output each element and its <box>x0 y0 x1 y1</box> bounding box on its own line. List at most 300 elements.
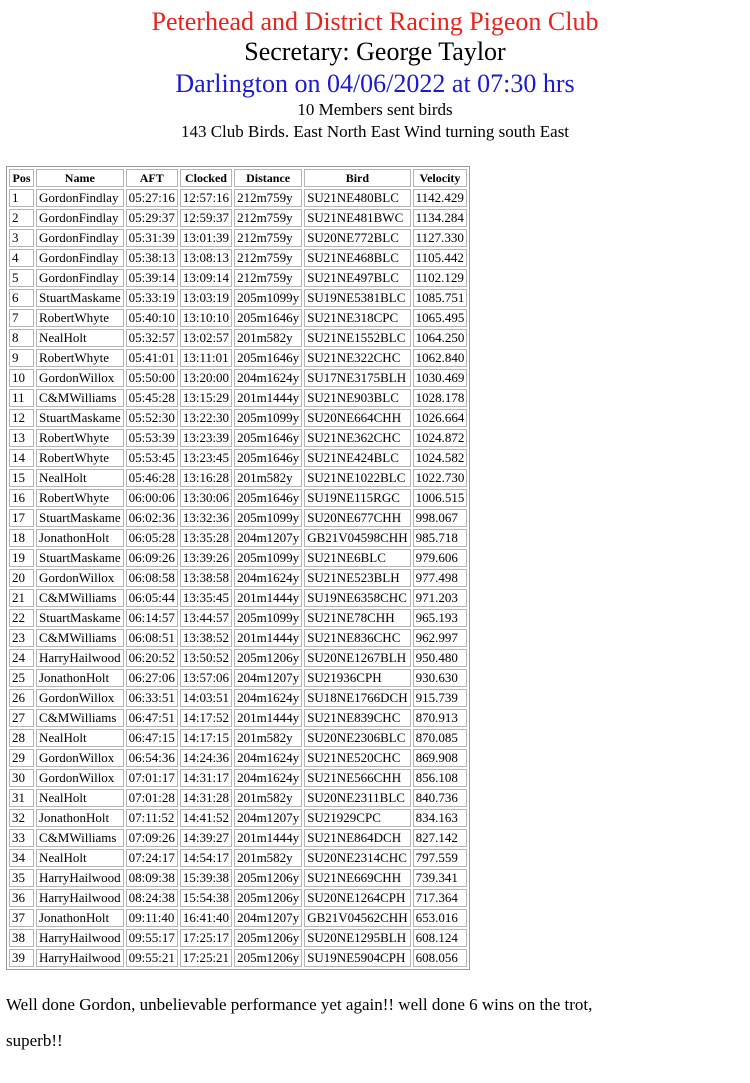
distance-cell: 212m759y <box>234 209 302 227</box>
pos-cell: 1 <box>9 189 34 207</box>
pos-cell: 20 <box>9 569 34 587</box>
table-row <box>9 409 467 427</box>
aft-cell: 05:32:57 <box>126 329 178 347</box>
table-row <box>9 489 467 507</box>
aft-cell: 07:11:52 <box>126 809 178 827</box>
pos-cell: 33 <box>9 829 34 847</box>
distance-cell: 205m1646y <box>234 349 302 367</box>
distance-cell: 201m1444y <box>234 709 302 727</box>
table-row <box>9 429 467 447</box>
table-row <box>9 349 467 367</box>
pos-cell: 17 <box>9 509 34 527</box>
aft-cell: 05:53:39 <box>126 429 178 447</box>
pos-cell: 31 <box>9 789 34 807</box>
clocked-cell: 13:02:57 <box>180 329 232 347</box>
distance-cell: 201m1444y <box>234 829 302 847</box>
bird-cell: SU21NE318CPC <box>304 309 410 327</box>
name-cell: GordonWillox <box>36 689 124 707</box>
pos-cell: 34 <box>9 849 34 867</box>
table-row <box>9 289 467 307</box>
aft-cell: 06:33:51 <box>126 689 178 707</box>
club-title: Peterhead and District Racing Pigeon Club <box>151 7 599 36</box>
pos-cell: 23 <box>9 629 34 647</box>
distance-cell: 212m759y <box>234 249 302 267</box>
distance-cell: 205m1646y <box>234 449 302 467</box>
clocked-cell: 14:31:17 <box>180 769 232 787</box>
aft-cell: 09:55:17 <box>126 929 178 947</box>
bird-cell: SU21NE481BWC <box>304 209 410 227</box>
bird-cell: SU21NE523BLH <box>304 569 410 587</box>
distance-cell: 205m1206y <box>234 869 302 887</box>
velocity-cell: 962.997 <box>413 629 468 647</box>
clocked-cell: 14:17:15 <box>180 729 232 747</box>
bird-cell: SU21NE520CHC <box>304 749 410 767</box>
bird-cell: SU20NE2311BLC <box>304 789 410 807</box>
aft-cell: 06:05:28 <box>126 529 178 547</box>
pos-cell: 35 <box>9 869 34 887</box>
pos-cell: 26 <box>9 689 34 707</box>
bird-cell: GB21V04562CHH <box>304 909 410 927</box>
name-cell: StuartMaskame <box>36 289 124 307</box>
name-cell: JonathonHolt <box>36 669 124 687</box>
bird-cell: SU19NE5904CPH <box>304 949 410 967</box>
table-row <box>9 769 467 787</box>
aft-cell: 06:20:52 <box>126 649 178 667</box>
clocked-cell: 13:01:39 <box>180 229 232 247</box>
distance-cell: 204m1624y <box>234 369 302 387</box>
bird-cell: SU21936CPH <box>304 669 410 687</box>
aft-cell: 05:53:45 <box>126 449 178 467</box>
distance-cell: 204m1624y <box>234 569 302 587</box>
table-row <box>9 789 467 807</box>
velocity-cell: 717.364 <box>413 889 468 907</box>
pos-cell: 13 <box>9 429 34 447</box>
clocked-cell: 12:59:37 <box>180 209 232 227</box>
pos-cell: 10 <box>9 369 34 387</box>
aft-cell: 05:33:19 <box>126 289 178 307</box>
distance-cell: 201m582y <box>234 329 302 347</box>
distance-cell: 201m582y <box>234 469 302 487</box>
name-cell: NealHolt <box>36 849 124 867</box>
aft-cell: 05:38:13 <box>126 249 178 267</box>
report-header <box>0 8 750 142</box>
aft-cell: 05:27:16 <box>126 189 178 207</box>
table-row <box>9 369 467 387</box>
distance-cell: 212m759y <box>234 269 302 287</box>
aft-cell: 05:31:39 <box>126 229 178 247</box>
velocity-cell: 869.908 <box>413 749 468 767</box>
aft-cell: 07:01:17 <box>126 769 178 787</box>
velocity-cell: 608.056 <box>413 949 468 967</box>
pos-cell: 27 <box>9 709 34 727</box>
clocked-cell: 13:11:01 <box>180 349 232 367</box>
velocity-cell: 1024.582 <box>413 449 468 467</box>
bird-cell: SU21NE669CHH <box>304 869 410 887</box>
bird-cell: SU21NE864DCH <box>304 829 410 847</box>
distance-cell: 205m1646y <box>234 489 302 507</box>
aft-cell: 06:08:51 <box>126 629 178 647</box>
clocked-cell: 14:17:52 <box>180 709 232 727</box>
secretary-line: Secretary: George Taylor <box>244 37 506 66</box>
table-row <box>9 549 467 567</box>
pos-cell: 4 <box>9 249 34 267</box>
pos-cell: 22 <box>9 609 34 627</box>
bird-cell: SU20NE1295BLH <box>304 929 410 947</box>
aft-cell: 05:45:28 <box>126 389 178 407</box>
distance-cell: 204m1207y <box>234 529 302 547</box>
clocked-cell: 13:22:30 <box>180 409 232 427</box>
pos-cell: 28 <box>9 729 34 747</box>
bird-cell: SU21NE362CHC <box>304 429 410 447</box>
birds-line: 143 Club Birds. East North East Wind turning south East <box>180 122 570 141</box>
distance-cell: 205m1099y <box>234 409 302 427</box>
clocked-cell: 15:54:38 <box>180 889 232 907</box>
pos-cell: 19 <box>9 549 34 567</box>
velocity-cell: 998.067 <box>413 509 468 527</box>
clocked-cell: 13:44:57 <box>180 609 232 627</box>
clocked-cell: 14:31:28 <box>180 789 232 807</box>
pos-cell: 11 <box>9 389 34 407</box>
velocity-cell: 971.203 <box>413 589 468 607</box>
velocity-cell: 979.606 <box>413 549 468 567</box>
velocity-cell: 1062.840 <box>413 349 468 367</box>
pos-cell: 32 <box>9 809 34 827</box>
table-row <box>9 449 467 467</box>
aft-cell: 06:27:06 <box>126 669 178 687</box>
aft-cell: 05:29:37 <box>126 209 178 227</box>
bird-cell: GB21V04598CHH <box>304 529 410 547</box>
velocity-cell: 1006.515 <box>413 489 468 507</box>
header-pos: Pos <box>9 169 34 187</box>
pos-cell: 5 <box>9 269 34 287</box>
clocked-cell: 14:03:51 <box>180 689 232 707</box>
clocked-cell: 13:32:36 <box>180 509 232 527</box>
velocity-cell: 1064.250 <box>413 329 468 347</box>
aft-cell: 05:50:00 <box>126 369 178 387</box>
velocity-cell: 870.913 <box>413 709 468 727</box>
table-row <box>9 669 467 687</box>
velocity-cell: 1102.129 <box>413 269 468 287</box>
bird-cell: SU20NE2306BLC <box>304 729 410 747</box>
table-row <box>9 749 467 767</box>
pos-cell: 39 <box>9 949 34 967</box>
clocked-cell: 17:25:21 <box>180 949 232 967</box>
name-cell: GordonWillox <box>36 749 124 767</box>
bird-cell: SU20NE772BLC <box>304 229 410 247</box>
velocity-cell: 1065.495 <box>413 309 468 327</box>
pos-cell: 30 <box>9 769 34 787</box>
clocked-cell: 13:35:45 <box>180 589 232 607</box>
bird-cell: SU20NE2314CHC <box>304 849 410 867</box>
bird-cell: SU21NE480BLC <box>304 189 410 207</box>
distance-cell: 205m1206y <box>234 889 302 907</box>
aft-cell: 06:47:51 <box>126 709 178 727</box>
table-row <box>9 589 467 607</box>
pos-cell: 3 <box>9 229 34 247</box>
velocity-cell: 1134.284 <box>413 209 468 227</box>
table-row <box>9 929 467 947</box>
clocked-cell: 13:50:52 <box>180 649 232 667</box>
results-table <box>6 166 470 970</box>
pos-cell: 9 <box>9 349 34 367</box>
velocity-cell: 1105.442 <box>413 249 468 267</box>
bird-cell: SU20NE664CHH <box>304 409 410 427</box>
aft-cell: 06:47:15 <box>126 729 178 747</box>
table-row <box>9 849 467 867</box>
pos-cell: 12 <box>9 409 34 427</box>
bird-cell: SU21929CPC <box>304 809 410 827</box>
name-cell: C&MWilliams <box>36 589 124 607</box>
table-row <box>9 949 467 967</box>
aft-cell: 05:39:14 <box>126 269 178 287</box>
velocity-cell: 797.559 <box>413 849 468 867</box>
distance-cell: 204m1624y <box>234 689 302 707</box>
clocked-cell: 13:57:06 <box>180 669 232 687</box>
table-row <box>9 909 467 927</box>
velocity-cell: 1026.664 <box>413 409 468 427</box>
distance-cell: 205m1206y <box>234 929 302 947</box>
bird-cell: SU21NE1022BLC <box>304 469 410 487</box>
bird-cell: SU17NE3175BLH <box>304 369 410 387</box>
footer-comment: Well done Gordon, unbelievable performance yet again!! well done 6 wins on the trot, superb!! <box>6 995 593 1050</box>
aft-cell: 08:09:38 <box>126 869 178 887</box>
name-cell: HarryHailwood <box>36 649 124 667</box>
pos-cell: 38 <box>9 929 34 947</box>
bird-cell: SU21NE903BLC <box>304 389 410 407</box>
table-row <box>9 649 467 667</box>
name-cell: GordonWillox <box>36 769 124 787</box>
table-row <box>9 229 467 247</box>
clocked-cell: 14:39:27 <box>180 829 232 847</box>
velocity-cell: 827.142 <box>413 829 468 847</box>
distance-cell: 205m1646y <box>234 309 302 327</box>
velocity-cell: 1022.730 <box>413 469 468 487</box>
clocked-cell: 13:03:19 <box>180 289 232 307</box>
pos-cell: 18 <box>9 529 34 547</box>
distance-cell: 205m1099y <box>234 509 302 527</box>
table-row <box>9 889 467 907</box>
pos-cell: 15 <box>9 469 34 487</box>
pos-cell: 37 <box>9 909 34 927</box>
name-cell: StuartMaskame <box>36 609 124 627</box>
name-cell: JonathonHolt <box>36 529 124 547</box>
name-cell: HarryHailwood <box>36 889 124 907</box>
clocked-cell: 12:57:16 <box>180 189 232 207</box>
aft-cell: 07:24:17 <box>126 849 178 867</box>
aft-cell: 06:54:36 <box>126 749 178 767</box>
clocked-cell: 13:23:45 <box>180 449 232 467</box>
table-row <box>9 509 467 527</box>
aft-cell: 08:24:38 <box>126 889 178 907</box>
header-clocked: Clocked <box>180 169 232 187</box>
table-row <box>9 389 467 407</box>
bird-cell: SU21NE839CHC <box>304 709 410 727</box>
clocked-cell: 17:25:17 <box>180 929 232 947</box>
name-cell: C&MWilliams <box>36 629 124 647</box>
aft-cell: 06:00:06 <box>126 489 178 507</box>
table-row <box>9 329 467 347</box>
velocity-cell: 653.016 <box>413 909 468 927</box>
aft-cell: 09:55:21 <box>126 949 178 967</box>
aft-cell: 05:40:10 <box>126 309 178 327</box>
clocked-cell: 13:15:29 <box>180 389 232 407</box>
clocked-cell: 13:16:28 <box>180 469 232 487</box>
pos-cell: 36 <box>9 889 34 907</box>
table-row <box>9 869 467 887</box>
aft-cell: 06:02:36 <box>126 509 178 527</box>
distance-cell: 205m1099y <box>234 609 302 627</box>
aft-cell: 06:09:26 <box>126 549 178 567</box>
race-line: Darlington on 04/06/2022 at 07:30 hrs <box>175 69 575 98</box>
name-cell: NealHolt <box>36 469 124 487</box>
name-cell: NealHolt <box>36 329 124 347</box>
distance-cell: 212m759y <box>234 229 302 247</box>
pos-cell: 6 <box>9 289 34 307</box>
name-cell: StuartMaskame <box>36 409 124 427</box>
distance-cell: 204m1207y <box>234 669 302 687</box>
name-cell: C&MWilliams <box>36 829 124 847</box>
name-cell: StuartMaskame <box>36 509 124 527</box>
table-row <box>9 609 467 627</box>
name-cell: GordonFindlay <box>36 249 124 267</box>
pos-cell: 25 <box>9 669 34 687</box>
distance-cell: 205m1099y <box>234 549 302 567</box>
velocity-cell: 965.193 <box>413 609 468 627</box>
bird-cell: SU19NE5381BLC <box>304 289 410 307</box>
bird-cell: SU20NE1267BLH <box>304 649 410 667</box>
header-distance: Distance <box>234 169 302 187</box>
distance-cell: 212m759y <box>234 189 302 207</box>
clocked-cell: 13:38:58 <box>180 569 232 587</box>
name-cell: RobertWhyte <box>36 449 124 467</box>
header-aft: AFT <box>126 169 178 187</box>
table-row <box>9 189 467 207</box>
velocity-cell: 834.163 <box>413 809 468 827</box>
distance-cell: 205m1646y <box>234 429 302 447</box>
name-cell: RobertWhyte <box>36 429 124 447</box>
bird-cell: SU20NE1264CPH <box>304 889 410 907</box>
name-cell: StuartMaskame <box>36 549 124 567</box>
distance-cell: 205m1206y <box>234 649 302 667</box>
name-cell: HarryHailwood <box>36 929 124 947</box>
pos-cell: 7 <box>9 309 34 327</box>
results-body <box>9 189 467 967</box>
distance-cell: 201m1444y <box>234 389 302 407</box>
pos-cell: 16 <box>9 489 34 507</box>
velocity-cell: 950.480 <box>413 649 468 667</box>
distance-cell: 205m1206y <box>234 949 302 967</box>
name-cell: GordonFindlay <box>36 209 124 227</box>
clocked-cell: 13:39:26 <box>180 549 232 567</box>
distance-cell: 201m582y <box>234 849 302 867</box>
aft-cell: 07:01:28 <box>126 789 178 807</box>
table-row <box>9 829 467 847</box>
name-cell: RobertWhyte <box>36 349 124 367</box>
aft-cell: 06:14:57 <box>126 609 178 627</box>
bird-cell: SU21NE78CHH <box>304 609 410 627</box>
bird-cell: SU21NE497BLC <box>304 269 410 287</box>
table-row <box>9 529 467 547</box>
name-cell: GordonFindlay <box>36 189 124 207</box>
velocity-cell: 1085.751 <box>413 289 468 307</box>
aft-cell: 05:52:30 <box>126 409 178 427</box>
name-cell: NealHolt <box>36 729 124 747</box>
clocked-cell: 14:24:36 <box>180 749 232 767</box>
clocked-cell: 13:08:13 <box>180 249 232 267</box>
velocity-cell: 1028.178 <box>413 389 468 407</box>
bird-cell: SU21NE836CHC <box>304 629 410 647</box>
header-bird: Bird <box>304 169 410 187</box>
clocked-cell: 14:41:52 <box>180 809 232 827</box>
aft-cell: 06:08:58 <box>126 569 178 587</box>
clocked-cell: 13:09:14 <box>180 269 232 287</box>
aft-cell: 06:05:44 <box>126 589 178 607</box>
name-cell: HarryHailwood <box>36 869 124 887</box>
table-row <box>9 729 467 747</box>
velocity-cell: 856.108 <box>413 769 468 787</box>
name-cell: RobertWhyte <box>36 489 124 507</box>
bird-cell: SU21NE6BLC <box>304 549 410 567</box>
clocked-cell: 13:35:28 <box>180 529 232 547</box>
distance-cell: 201m582y <box>234 789 302 807</box>
name-cell: C&MWilliams <box>36 389 124 407</box>
velocity-cell: 739.341 <box>413 869 468 887</box>
name-cell: JonathonHolt <box>36 809 124 827</box>
distance-cell: 204m1624y <box>234 769 302 787</box>
velocity-cell: 608.124 <box>413 929 468 947</box>
name-cell: GordonFindlay <box>36 269 124 287</box>
header-name: Name <box>36 169 124 187</box>
velocity-cell: 930.630 <box>413 669 468 687</box>
pos-cell: 8 <box>9 329 34 347</box>
pos-cell: 2 <box>9 209 34 227</box>
table-row <box>9 809 467 827</box>
distance-cell: 204m1624y <box>234 749 302 767</box>
clocked-cell: 14:54:17 <box>180 849 232 867</box>
bird-cell: SU20NE677CHH <box>304 509 410 527</box>
velocity-cell: 1030.469 <box>413 369 468 387</box>
aft-cell: 05:46:28 <box>126 469 178 487</box>
distance-cell: 201m1444y <box>234 589 302 607</box>
name-cell: GordonFindlay <box>36 229 124 247</box>
aft-cell: 09:11:40 <box>126 909 178 927</box>
velocity-cell: 985.718 <box>413 529 468 547</box>
clocked-cell: 13:38:52 <box>180 629 232 647</box>
velocity-cell: 977.498 <box>413 569 468 587</box>
clocked-cell: 15:39:38 <box>180 869 232 887</box>
bird-cell: SU19NE6358CHC <box>304 589 410 607</box>
name-cell: NealHolt <box>36 789 124 807</box>
bird-cell: SU21NE566CHH <box>304 769 410 787</box>
table-row <box>9 269 467 287</box>
members-line: 10 Members sent birds <box>297 100 453 119</box>
distance-cell: 201m1444y <box>234 629 302 647</box>
velocity-cell: 840.736 <box>413 789 468 807</box>
name-cell: GordonWillox <box>36 369 124 387</box>
name-cell: RobertWhyte <box>36 309 124 327</box>
velocity-cell: 1142.429 <box>413 189 468 207</box>
distance-cell: 205m1099y <box>234 289 302 307</box>
table-header-row <box>9 169 467 187</box>
table-row <box>9 309 467 327</box>
header-velocity: Velocity <box>413 169 468 187</box>
aft-cell: 07:09:26 <box>126 829 178 847</box>
distance-cell: 201m582y <box>234 729 302 747</box>
pos-cell: 24 <box>9 649 34 667</box>
name-cell: C&MWilliams <box>36 709 124 727</box>
table-row <box>9 469 467 487</box>
table-row <box>9 689 467 707</box>
